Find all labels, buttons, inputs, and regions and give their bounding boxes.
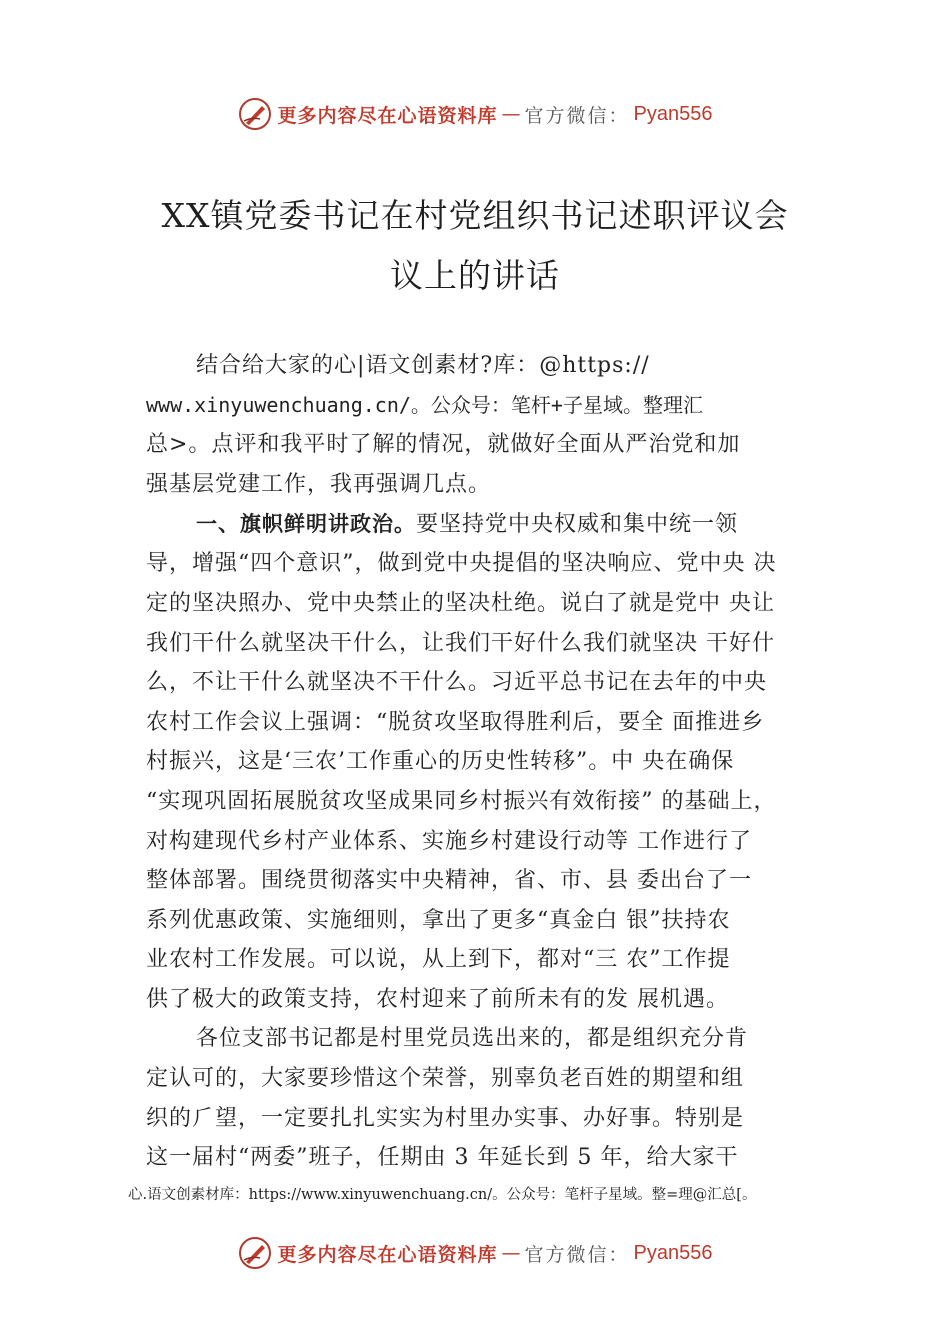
body-line: 农村工作会议上强调：“脱贫攻坚取得胜利后，要全 面推进乡 bbox=[146, 710, 765, 735]
body-line: 我们干什么就坚决干什么，让我们干好什么我们就坚决 干好什 bbox=[146, 631, 775, 656]
body-text: 要坚持党中央权威和集中统一领 bbox=[416, 512, 739, 537]
body-line: 业农村工作发展。可以说，从上到下，都对“三 农”工作提 bbox=[146, 947, 731, 972]
body-line: 这一届村“两委”班子，任期由 3 年延长到 5 年，给大家干 bbox=[146, 1145, 739, 1170]
banner-weixin-label: 官方微信： bbox=[524, 104, 630, 127]
body-line: 村振兴，这是‘三农’工作重心的历史性转移”。中 央在确保 bbox=[146, 749, 735, 774]
body-line: 定的坚决照办、党中央禁止的坚决杜绝。说白了就是党中 央让 bbox=[146, 591, 775, 616]
section-heading-line bbox=[196, 507, 738, 538]
banner-weixin-label: 官方微信： bbox=[524, 1243, 630, 1266]
body-line: “实现巩固拓展脱贫攻坚成果同乡村振兴有效衔接” 的基础上， bbox=[146, 789, 777, 814]
body-line: 对构建现代乡村产业体系、实施乡村建设行动等 工作进行了 bbox=[146, 829, 752, 854]
body-line: 导，增强“四个意识”，做到党中央提倡的坚决响应、党中央 决 bbox=[146, 551, 777, 576]
banner-brand-text: 更多内容尽在心语资料库 bbox=[277, 1243, 498, 1266]
title-line-1: XX镇党委书记在村党组织书记述职评议会 bbox=[161, 196, 789, 235]
banner-dash: — bbox=[501, 1242, 521, 1264]
body-line: 么，不让干什么就坚决不干什么。习近平总书记在去年的中央 bbox=[146, 670, 768, 695]
footer-source-note: 心.语文创素材库：https://www.xinyuwenchuang.cn/。公众号：笔杆子星域。整=理@汇总[。 bbox=[128, 1187, 757, 1203]
body-line: 结合给大家的心|语文创素材?库：@https:// bbox=[196, 353, 650, 378]
banner-weixin-id: Pyan556 bbox=[633, 1241, 713, 1264]
banner-weixin-id: Pyan556 bbox=[633, 102, 713, 125]
body-line: 定认可的，大家要珍惜这个荣誉，别辜负老百姓的期望和组 bbox=[146, 1066, 745, 1091]
body-line: 整体部署。围绕贯彻落实中央精神，省、市、县 委出台了一 bbox=[146, 868, 752, 893]
footer-banner bbox=[0, 1233, 950, 1273]
body-line: 总>。点评和我平时了解的情况，就做好全面从严治党和加 bbox=[146, 432, 741, 457]
title-line-2: 议上的讲话 bbox=[390, 256, 560, 295]
body-line: 系列优惠政策、实施细则，拿出了更多“真金白 银”扶持农 bbox=[146, 908, 731, 933]
section-heading: 一、旗帜鲜明讲政治。 bbox=[196, 512, 416, 536]
body-line: 织的⺁望，一定要扎扎实实为村里办实事、办好事。特别是 bbox=[146, 1106, 745, 1131]
banner-dash: — bbox=[501, 103, 521, 125]
body-line: www.xinyuwenchuang.cn/。公众号：笔杆+子星域。整理汇 bbox=[146, 393, 703, 417]
body-line: 各位支部书记都是村里党员选出来的，都是组织充分肯 bbox=[196, 1026, 749, 1051]
page-title bbox=[100, 186, 850, 306]
banner-brand-text: 更多内容尽在心语资料库 bbox=[277, 104, 498, 127]
body-line: 供了极大的政策支持，农村迎来了前所未有的发 展机遇。 bbox=[146, 987, 729, 1012]
body-line: 强基层党建工作，我再强调几点。 bbox=[146, 472, 492, 497]
header-banner bbox=[0, 94, 950, 134]
pen-logo-icon bbox=[238, 1236, 272, 1270]
pen-logo-icon bbox=[238, 97, 272, 131]
